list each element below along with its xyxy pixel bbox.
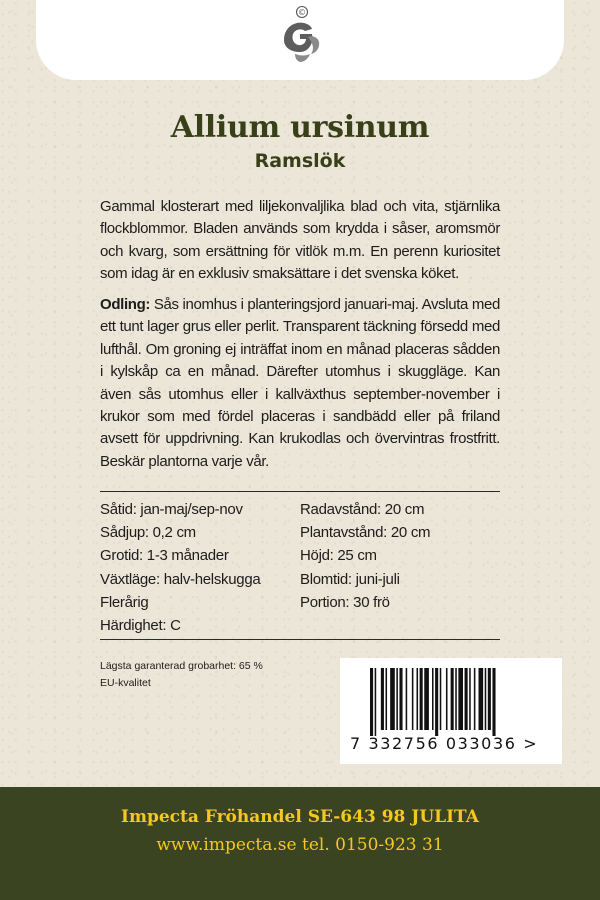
- eu-quality-note: EU-kvalitet: [100, 677, 151, 689]
- spec-location: Växtläge: halv-helskugga: [100, 570, 261, 588]
- barcode-bar: [424, 668, 429, 730]
- specs-left: [100, 498, 300, 637]
- divider-top: [100, 491, 500, 492]
- cultivation-text: Sås inomhus i planteringsjord januari-maj. Avsluta med ett tunt lager grus eller perlit. Transparent täckning försedd med lufthål. Om groning ej inträffat inom en månad placeras sådden i kylskåp ca en månad. Därefter utomhus i skuggläge. Kan även sås utomhus eller i kallväxthus september-november i krukor som med fördel placeras i sandbädd eller på friland avsett för uppdrivning. Kan krukodlas och övervintras frostfritt. Beskär plantorna varje vår.: [100, 296, 500, 470]
- specs-right: [300, 498, 500, 614]
- barcode-bars: [370, 668, 540, 736]
- barcode-bar: [451, 668, 454, 730]
- barcode-bar: [386, 668, 388, 730]
- spec-bloom-time: Blomtid: juni-juli: [300, 570, 400, 588]
- barcode-bar: [485, 668, 487, 730]
- barcode-bar: [406, 668, 408, 730]
- barcode-bar: [458, 668, 463, 730]
- barcode-bar: [381, 668, 384, 730]
- barcode-bar: [432, 668, 434, 730]
- barcode-bar: [420, 668, 423, 730]
- barcode-bar: [446, 668, 448, 730]
- barcode-bar: [455, 668, 457, 730]
- spec-row-spacing: Radavstånd: 20 cm: [300, 501, 425, 518]
- spec-plant-spacing: Plantavstånd: 20 cm: [300, 524, 431, 542]
- divider-bottom: [100, 639, 500, 640]
- barcode-bar: [474, 668, 476, 730]
- quality-notes: [100, 658, 263, 692]
- common-name: Ramslök: [254, 150, 346, 172]
- germination-note: Lägsta garanterad grobarhet: 65 %: [100, 660, 263, 672]
- barcode-bar: [375, 668, 377, 736]
- barcode-bar: [417, 668, 419, 730]
- spec-sowing-time: Såtid: jan-maj/sep-nov: [100, 501, 243, 518]
- barcode-bar: [465, 668, 468, 730]
- spec-height: Höjd: 25 cm: [300, 547, 377, 565]
- footer-contact: www.impecta.se tel. 0150-923 31: [156, 835, 444, 855]
- barcode-bar: [440, 668, 442, 730]
- barcode-bar: [492, 668, 495, 736]
- cultivation-label: Odling:: [100, 296, 151, 313]
- barcode-bar: [399, 668, 402, 730]
- barcode-bar: [435, 668, 438, 736]
- description: Gammal klosterart med liljekonvaljlika blad och vita, stjärnlika flockblommor. Bladen används som krydda i såser, aromsmör och kvarg, som ersättning för vitlök m.m. En perenn kuriositet som idag är en exklusiv smaksättare i det svenska köket.: [100, 198, 500, 283]
- footer-company: Impecta Fröhandel SE-643 98 JULITA: [121, 807, 479, 827]
- cultivation-instructions: [100, 294, 500, 473]
- barcode-bar: [396, 668, 398, 730]
- barcode-bar: [412, 668, 414, 730]
- spec-portion: Portion: 30 frö: [300, 593, 390, 611]
- barcode: [340, 658, 562, 764]
- barcode-bar: [390, 668, 395, 730]
- spec-sowing-depth: Sådjup: 0,2 cm: [100, 524, 196, 542]
- barcode-bar: [370, 668, 373, 736]
- barcode-bar: [488, 668, 491, 730]
- latin-name: Allium ursinum: [170, 110, 430, 145]
- spec-perennial: Flerårig: [100, 593, 149, 611]
- spec-hardiness: Härdighet: C: [100, 617, 181, 635]
- barcode-digits: 7 332756 033036 >: [350, 734, 539, 753]
- barcode-bar: [469, 668, 471, 730]
- barcode-bar: [479, 668, 484, 730]
- spec-germination-time: Grotid: 1-3 månader: [100, 547, 229, 565]
- impecta-seed-logo-icon: [278, 4, 324, 64]
- copyright-symbol: ©: [298, 8, 306, 17]
